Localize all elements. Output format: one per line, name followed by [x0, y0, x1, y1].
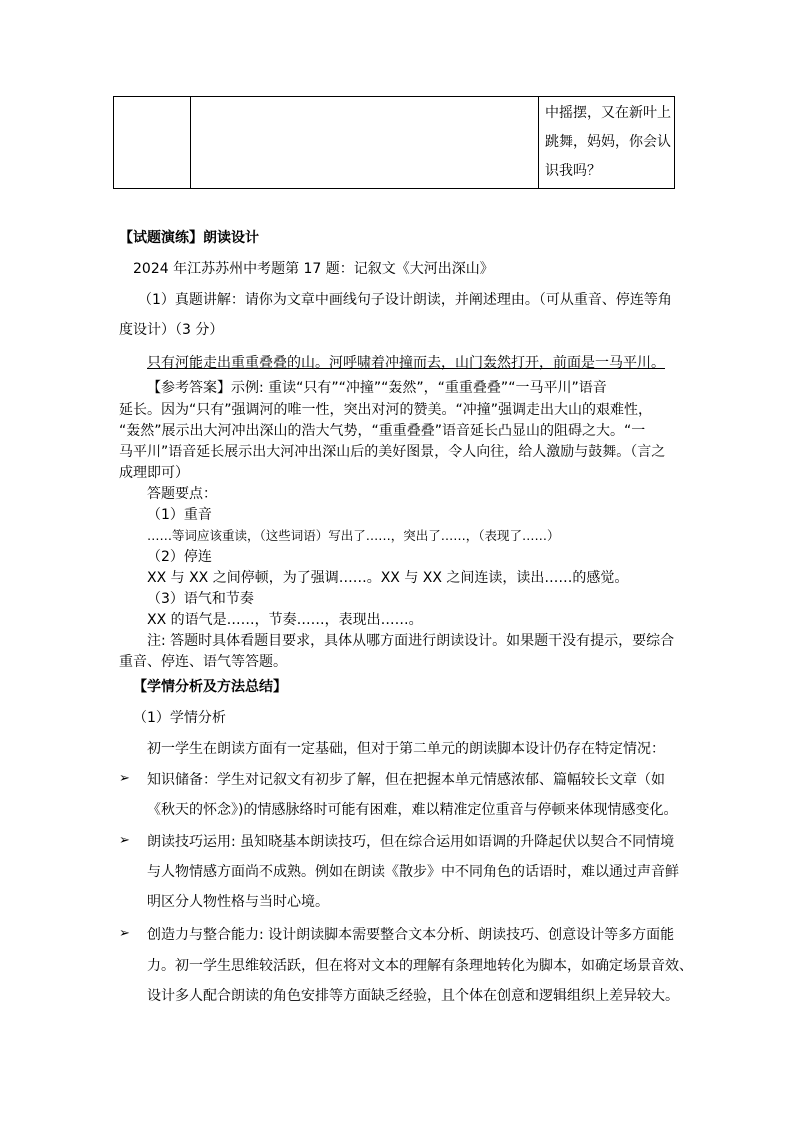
- answer-line: 【参考答案】示例: 重读“只有”“冲撞”“轰然”，“重重叠叠”“一马平川”语音: [147, 380, 607, 396]
- answer-line: 延长。因为“只有”强调河的唯一性，突出对河的赞美。“冲撞”强调走出大山的艰难性，: [119, 402, 653, 418]
- table-cell-3: [539, 97, 675, 189]
- note-line: 注: 答题时具体看题目要求，具体从哪方面进行朗读设计。如果题干没有提示，要综合: [147, 633, 675, 649]
- bullet-line: 明区分人物性格与当时心境。: [147, 894, 329, 910]
- bullet-arrow-icon: ➢: [119, 771, 130, 786]
- subsection-title: （1）学情分析: [133, 710, 226, 726]
- table-cell-2: [191, 97, 539, 189]
- table-cell-1: [114, 97, 191, 189]
- bullet-arrow-icon: ➢: [119, 833, 130, 848]
- answer-line: 马平川”语音延长展示出大河冲出深山后的美好图景，令人向往，给人激励与鼓舞。（言之: [119, 444, 666, 460]
- point-heading: （2）停连: [147, 549, 212, 565]
- cell3-line: 中摇摆，又在新叶上: [545, 105, 671, 121]
- point-detail: XX 的语气是……，节奏……，表现出……。: [147, 612, 423, 628]
- section-heading-exercise: 【试题演练】朗读设计: [119, 230, 259, 246]
- underlined-sentence: 只有河能走出重重叠叠的山。河呼啸着冲撞而去，山门轰然打开，前面是一马平川。: [147, 355, 665, 371]
- bullet-line: 《秋天的怀念》)的情感脉络时可能有困难，难以精准定位重音与停顿来体现情感变化。: [147, 802, 678, 818]
- exam-title: 2024 年江苏苏州中考题第 17 题：记叙文《大河出深山》: [133, 261, 494, 277]
- cell3-line: 跳舞，妈妈，你会认: [545, 134, 671, 150]
- point-heading: （1）重音: [147, 507, 212, 523]
- bullet-line: 与人物情感方面尚不成熟。例如在朗读《散步》中不同角色的话语时，难以通过声音鲜: [147, 864, 679, 880]
- question-line: （1）真题讲解：请你为文章中画线句子设计朗读，并阐述理由。（可从重音、停连等角: [138, 292, 672, 308]
- section-heading-analysis: 【学情分析及方法总结】: [133, 679, 287, 695]
- table-row: [114, 97, 675, 189]
- bullet-line: 力。初一学生思维较活跃，但在将对文本的理解有条理地转化为脚本，如确定场景音效、: [147, 958, 693, 974]
- bullet-line: 创造力与整合能力: 设计朗读脚本需要整合文本分析、朗读技巧、创意设计等多方面能: [147, 927, 675, 943]
- points-title: 答题要点：: [147, 486, 217, 502]
- intro-line: 初一学生在朗读方面有一定基础，但对于第二单元的朗读脚本设计仍存在特定情况：: [147, 741, 665, 757]
- note-line: 重音、停连、语气等答题。: [119, 654, 287, 670]
- answer-line: “轰然”展示出大河冲出深山的浩大气势，“重重叠叠”语音延长凸显山的阻碍之大。“一: [119, 423, 646, 439]
- continuation-table: [113, 96, 675, 189]
- question-line: 度设计）（3 分）: [119, 322, 224, 338]
- point-heading: （3）语气和节奏: [147, 591, 254, 607]
- bullet-arrow-icon: ➢: [119, 926, 130, 941]
- point-detail: ……等词应该重读，（这些词语）写出了……，突出了……，（表现了……）: [147, 528, 560, 543]
- answer-line: 成理即可）: [119, 465, 189, 481]
- bullet-line: 知识储备：学生对记叙文有初步了解，但在把握本单元情感浓郁、篇幅较长文章（如: [147, 772, 665, 788]
- cell3-line: 识我吗？: [545, 163, 601, 179]
- bullet-line: 朗读技巧运用: 虽知晓基本朗读技巧，但在综合运用如语调的升降起伏以契合不同情境: [147, 834, 675, 850]
- bullet-line: 设计多人配合朗读的角色安排等方面缺乏经验，且个体在创意和逻辑组织上差异较大。: [147, 988, 679, 1004]
- point-detail: XX 与 XX 之间停顿，为了强调……。XX 与 XX 之间连读，读出……的感觉。: [147, 570, 629, 586]
